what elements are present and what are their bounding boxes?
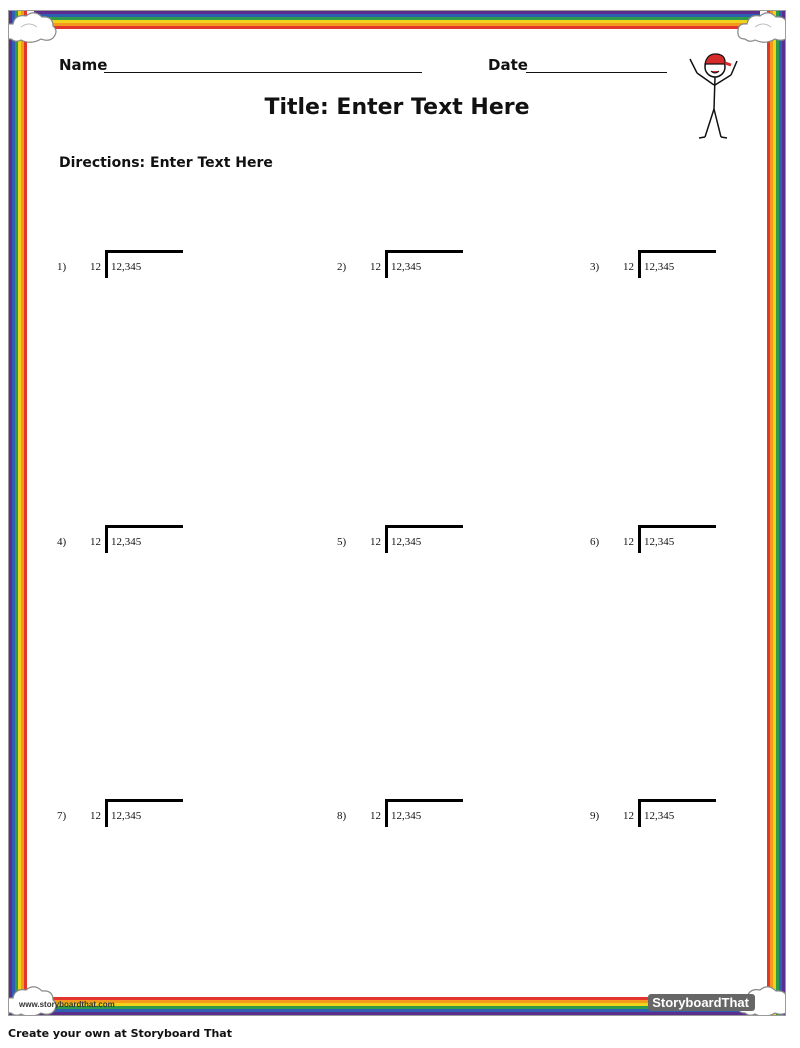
problem-number: 5): [337, 536, 347, 548]
problem-number: 7): [57, 810, 67, 822]
problem-divisor: 12: [90, 261, 101, 273]
problem-number: 9): [590, 810, 600, 822]
problem-divisor: 12: [623, 536, 634, 548]
division-problem-6: [590, 525, 760, 565]
division-problem-1: [57, 250, 227, 290]
worksheet-title[interactable]: Title: Enter Text Here: [264, 95, 530, 120]
problem-number: 1): [57, 261, 67, 273]
storyboardthat-watermark-url: www.storyboardthat.com: [19, 1000, 115, 1009]
date-label: Date: [488, 56, 528, 74]
problem-dividend: 12,345: [644, 536, 675, 548]
storyboardthat-logo: StoryboardThat: [648, 994, 755, 1011]
division-problem-3: [590, 250, 760, 290]
problem-dividend: 12,345: [391, 810, 422, 822]
problem-divisor: 12: [623, 261, 634, 273]
problem-number: 4): [57, 536, 67, 548]
problem-dividend: 12,345: [111, 536, 142, 548]
date-blank-line[interactable]: [526, 72, 667, 73]
problem-divisor: 12: [623, 810, 634, 822]
name-blank-line[interactable]: [104, 72, 422, 73]
rainbow-border-left: [9, 11, 34, 1015]
problem-divisor: 12: [370, 261, 381, 273]
cloud-icon: [8, 10, 59, 47]
division-problem-9: [590, 799, 760, 839]
problem-number: 6): [590, 536, 600, 548]
problem-number: 3): [590, 261, 600, 273]
division-problem-7: [57, 799, 227, 839]
problem-number: 2): [337, 261, 347, 273]
problem-number: 8): [337, 810, 347, 822]
problem-divisor: 12: [90, 810, 101, 822]
stickman-mascot-icon: [681, 45, 745, 141]
worksheet-directions[interactable]: Directions: Enter Text Here: [59, 155, 273, 171]
problem-dividend: 12,345: [391, 261, 422, 273]
cloud-icon: [735, 10, 786, 47]
problem-divisor: 12: [90, 536, 101, 548]
worksheet-page: [8, 10, 786, 1016]
footer-credit[interactable]: Create your own at Storyboard That: [8, 1027, 232, 1040]
problem-divisor: 12: [370, 810, 381, 822]
division-problem-2: [337, 250, 507, 290]
problem-dividend: 12,345: [644, 810, 675, 822]
division-problem-5: [337, 525, 507, 565]
problem-dividend: 12,345: [111, 261, 142, 273]
rainbow-border-top: [9, 11, 785, 36]
problem-dividend: 12,345: [644, 261, 675, 273]
division-problem-4: [57, 525, 227, 565]
problem-dividend: 12,345: [391, 536, 422, 548]
problem-divisor: 12: [370, 536, 381, 548]
name-label: Name: [59, 56, 108, 74]
division-problem-8: [337, 799, 507, 839]
cloud-icon: [8, 981, 59, 1016]
rainbow-border-right: [760, 11, 785, 1015]
problem-dividend: 12,345: [111, 810, 142, 822]
